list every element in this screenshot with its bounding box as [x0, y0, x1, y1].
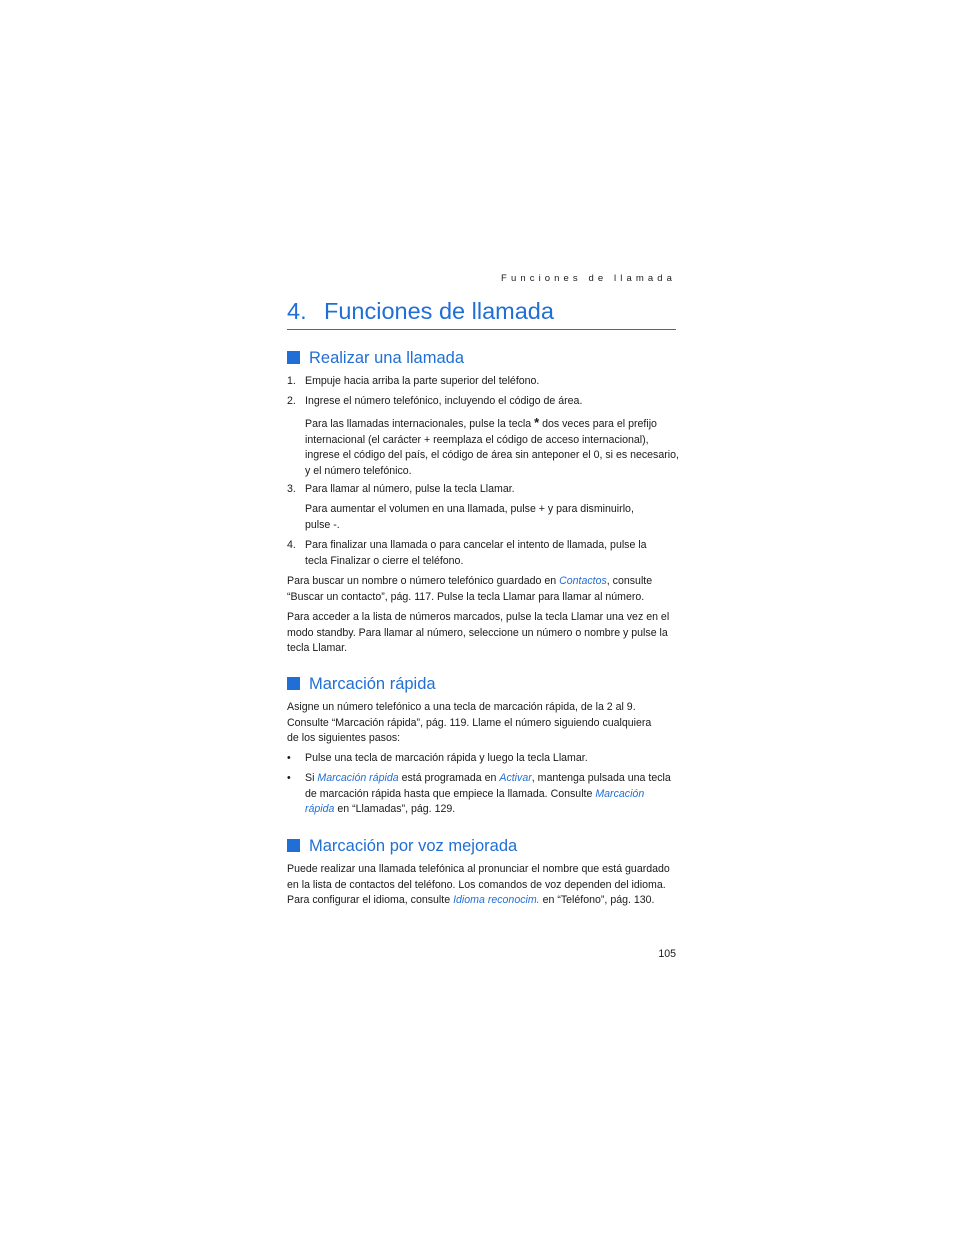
step-number: 4.: [287, 539, 296, 551]
bullet-line: [305, 802, 671, 818]
international-note: [305, 415, 679, 480]
para-line: tecla Llamar.: [287, 642, 348, 655]
contactos-link[interactable]: Contactos: [559, 575, 607, 587]
para-text: en “Teléfono”, pág. 130.: [542, 894, 655, 907]
note-line: y el número telefónico.: [305, 465, 412, 478]
step-number: 3.: [287, 483, 296, 495]
note-line: internacional (el carácter + reemplaza el código de acceso internacional),: [305, 433, 649, 446]
section-heading-text: Marcación rápida: [309, 675, 436, 693]
section-heading-text: Marcación por voz mejorada: [309, 837, 518, 855]
section-heading-marcacion-voz: [287, 836, 517, 856]
dialed-numbers-paragraph: [287, 610, 669, 657]
section-heading-realizar: [287, 348, 464, 368]
note-line: pulse -.: [305, 518, 340, 531]
note-line: [305, 415, 679, 433]
para-line: “Buscar un contacto”, pág. 117. Pulse la tecla Llamar para llamar al número.: [287, 590, 645, 603]
chapter-title: [287, 296, 676, 330]
document-page: [287, 0, 679, 1235]
para-line: [287, 893, 670, 909]
section-heading-text: Realizar una llamada: [309, 349, 465, 367]
marcacion-rapida-link[interactable]: Marcación rápida: [317, 772, 399, 784]
activar-link[interactable]: Activar: [499, 772, 532, 784]
note-text: Para las llamadas internacionales, pulse la tecla: [305, 418, 532, 430]
bullet-fragment: está programada en: [401, 772, 497, 784]
step-text: Para llamar al número, pulse la tecla Llamar.: [305, 483, 515, 495]
chapter-title-text: Funciones de llamada: [324, 298, 554, 324]
step-number: 1.: [287, 375, 296, 387]
speed-dial-intro: [287, 700, 651, 747]
para-line: Para acceder a la lista de números marcados, pulse la tecla Llamar una vez en el: [287, 611, 670, 623]
step-text: Ingrese el número telefónico, incluyendo el código de área.: [305, 395, 583, 407]
page-number: 105: [658, 948, 676, 960]
bullet-line: [305, 771, 671, 787]
step-text: [305, 538, 647, 569]
running-header: Funciones de llamada: [501, 273, 676, 284]
step-line: tecla Finalizar o cierre el teléfono.: [305, 554, 464, 567]
bullet-fragment: en “Llamadas”, pág. 129.: [337, 803, 456, 816]
rapida-link[interactable]: rápida: [305, 803, 335, 816]
para-line: Consulte “Marcación rápida”, pág. 119. Llame el número siguiendo cualquiera: [287, 716, 652, 729]
step-number: 2.: [287, 395, 296, 407]
chapter-number: 4.: [287, 298, 307, 324]
voice-dial-paragraph: [287, 862, 670, 909]
note-line: Para aumentar el volumen en una llamada, pulse + y para disminuirlo,: [305, 503, 634, 515]
marcacion-link[interactable]: Marcación: [595, 787, 645, 800]
volume-note: [305, 502, 634, 533]
para-line: Puede realizar una llamada telefónica al pronunciar el nombre que está guardado: [287, 863, 670, 875]
bullet-icon: •: [287, 772, 291, 784]
note-text: dos veces para el prefijo: [542, 418, 657, 430]
bullet-fragment: , mantenga pulsada una tecla: [531, 772, 671, 784]
idioma-reconocim-link[interactable]: Idioma reconocim.: [453, 894, 540, 907]
para-line: modo standby. Para llamar al número, seleccione un número o nombre y pulse la: [287, 626, 668, 639]
section-heading-marcacion-rapida: [287, 674, 436, 694]
bullet-text: Pulse una tecla de marcación rápida y luego la tecla Llamar.: [305, 752, 588, 764]
section-square-icon: [287, 839, 300, 852]
bullet-fragment: Si: [305, 772, 315, 784]
para-text: Para buscar un nombre o número telefónico guardado en: [287, 575, 557, 587]
bullet-line: [305, 787, 671, 803]
note-line: ingrese el código del país, el código de área sin anteponer el 0, si es necesario,: [305, 449, 679, 462]
para-line: [287, 574, 652, 590]
step-text: Empuje hacia arriba la parte superior del teléfono.: [305, 375, 540, 387]
para-text: , consulte: [606, 575, 653, 587]
section-square-icon: [287, 351, 300, 364]
search-paragraph: [287, 574, 652, 605]
bullet-icon: •: [287, 752, 291, 764]
para-line: de los siguientes pasos:: [287, 732, 401, 745]
bullet-fragment: de marcación rápida hasta que empiece la llamada. Consulte: [305, 787, 593, 800]
para-line: Asigne un número telefónico a una tecla de marcación rápida, de la 2 al 9.: [287, 701, 636, 713]
step-line: Para finalizar una llamada o para cancelar el intento de llamada, pulse la: [305, 539, 647, 551]
bullet-text: [305, 771, 671, 818]
star-key-icon: *: [534, 415, 540, 430]
section-square-icon: [287, 677, 300, 690]
para-text: Para configurar el idioma, consulte: [287, 894, 451, 907]
para-line: en la lista de contactos del teléfono. Los comandos de voz dependen del idioma.: [287, 878, 666, 891]
